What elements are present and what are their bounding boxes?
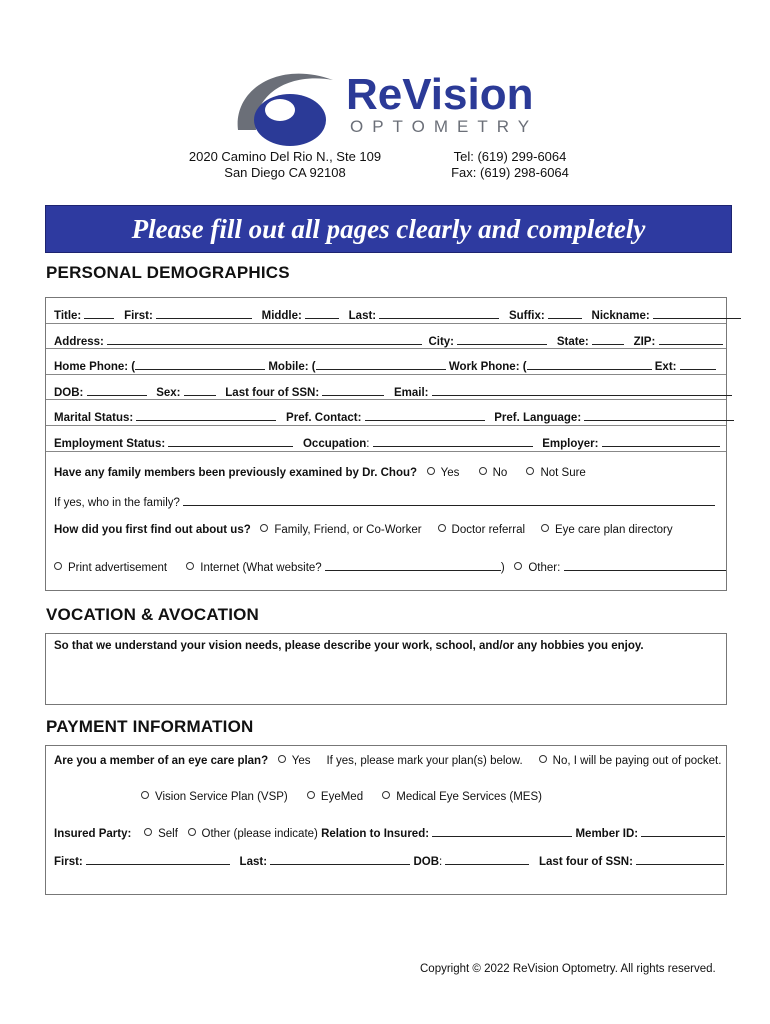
- insured-self-radio[interactable]: [144, 828, 152, 836]
- occupation-colon: :: [366, 438, 370, 450]
- pref-contact-field[interactable]: [365, 410, 485, 421]
- ext-field[interactable]: [680, 359, 716, 370]
- family-yes-label: Yes: [440, 467, 460, 479]
- referral-row-2: [54, 560, 726, 574]
- mes-label: Medical Eye Services (MES): [396, 791, 542, 803]
- vsp-label: Vision Service Plan (VSP): [155, 791, 288, 803]
- referral-internet-radio[interactable]: [186, 562, 194, 570]
- brand-subtitle: OPTOMETRY: [350, 117, 539, 136]
- ssn-field[interactable]: [322, 385, 384, 396]
- referral-family-radio[interactable]: [260, 524, 268, 532]
- referral-other-radio[interactable]: [514, 562, 522, 570]
- member-id-label: Member ID:: [575, 828, 639, 840]
- insured-other-radio[interactable]: [188, 828, 196, 836]
- plan-yes-label: Yes: [291, 755, 311, 767]
- address: [160, 149, 410, 181]
- family-who-field[interactable]: [183, 495, 715, 506]
- plan-yes-radio[interactable]: [278, 755, 286, 763]
- insured-last-field[interactable]: [270, 854, 410, 865]
- occupation-label: Occupation: [302, 438, 367, 450]
- nickname-field[interactable]: [653, 308, 741, 319]
- dob-row: [54, 385, 732, 399]
- work-phone-label: Work Phone: (: [448, 361, 527, 373]
- insured-dob-colon: :: [439, 856, 443, 868]
- referral-family-label: Family, Friend, or Co-Worker: [274, 524, 422, 536]
- title-field[interactable]: [84, 308, 114, 319]
- email-label: Email:: [394, 387, 429, 399]
- plan-member-row: [54, 755, 721, 767]
- insured-first-label: First:: [54, 856, 83, 868]
- insured-row: [54, 826, 725, 840]
- ssn-label: Last four of SSN:: [225, 387, 320, 399]
- zip-field[interactable]: [659, 334, 723, 345]
- employment-row: [54, 436, 720, 450]
- contact-phones: [420, 149, 600, 181]
- section-title-vocation: VOCATION & AVOCATION: [46, 605, 260, 624]
- referral-internet-label: Internet (What website?: [200, 562, 322, 574]
- insured-first-field[interactable]: [86, 854, 230, 865]
- plan-options-row: [141, 791, 542, 803]
- name-row: [54, 308, 741, 322]
- insured-dob-label: DOB: [413, 856, 439, 868]
- section-title-personal: PERSONAL DEMOGRAPHICS: [46, 263, 290, 282]
- sex-field[interactable]: [184, 385, 216, 396]
- email-field[interactable]: [432, 385, 732, 396]
- mes-radio[interactable]: [382, 791, 390, 799]
- relation-field[interactable]: [432, 826, 572, 837]
- referral-other-field[interactable]: [564, 560, 726, 571]
- family-no-radio[interactable]: [479, 467, 487, 475]
- insured-party-label: Insured Party:: [54, 828, 132, 840]
- vocation-box[interactable]: [45, 633, 727, 705]
- referral-print-label: Print advertisement: [68, 562, 168, 574]
- insured-self-label: Self: [158, 828, 178, 840]
- state-label: State:: [556, 336, 589, 348]
- tel: Tel: (619) 299-6064: [453, 149, 567, 164]
- referral-print-radio[interactable]: [54, 562, 62, 570]
- first-field[interactable]: [156, 308, 252, 319]
- suffix-field[interactable]: [548, 308, 582, 319]
- logo: [228, 60, 548, 150]
- eye-swoosh-icon: [228, 60, 343, 150]
- referral-directory-radio[interactable]: [541, 524, 549, 532]
- insured-ssn-field[interactable]: [636, 854, 724, 865]
- pref-language-label: Pref. Language:: [494, 412, 582, 424]
- plan-no-label: No, I will be paying out of pocket.: [552, 755, 722, 767]
- personal-box: [45, 297, 727, 591]
- brand-name: ReVision: [346, 70, 534, 119]
- marital-label: Marital Status:: [54, 412, 134, 424]
- zip-label: ZIP:: [633, 336, 656, 348]
- instruction-banner: [45, 205, 732, 253]
- address-label: Address:: [54, 336, 104, 348]
- last-label: Last:: [348, 310, 377, 322]
- mobile-label: Mobile: (: [268, 361, 316, 373]
- referral-doctor-label: Doctor referral: [451, 524, 526, 536]
- last-field[interactable]: [379, 308, 499, 319]
- insured-ssn-label: Last four of SSN:: [539, 856, 633, 868]
- dob-label: DOB:: [54, 387, 84, 399]
- internet-close-paren: ): [500, 562, 505, 574]
- marital-field[interactable]: [136, 410, 276, 421]
- address-line2: San Diego CA 92108: [224, 165, 346, 180]
- vocation-prompt: So that we understand your vision needs, please describe your work, school, and/or any hobbies you enjoy.: [54, 640, 644, 652]
- ext-label: Ext:: [654, 361, 677, 373]
- address-line1: 2020 Camino Del Rio N., Ste 109: [188, 149, 382, 164]
- relation-label: Relation to Insured:: [321, 828, 430, 840]
- payment-box: [45, 745, 727, 895]
- referral-directory-label: Eye care plan directory: [555, 524, 673, 536]
- middle-field[interactable]: [305, 308, 339, 319]
- employer-field[interactable]: [602, 436, 720, 447]
- insured-other-label: Other (please indicate): [201, 828, 318, 840]
- member-id-field[interactable]: [641, 826, 725, 837]
- family-who-label: If yes, who in the family?: [54, 497, 180, 509]
- eyemed-radio[interactable]: [307, 791, 315, 799]
- section-title-payment: PAYMENT INFORMATION: [46, 717, 254, 736]
- plan-member-question: Are you a member of an eye care plan?: [54, 755, 269, 767]
- plan-if-yes-note: If yes, please mark your plan(s) below.: [326, 755, 523, 767]
- family-question-row: [54, 467, 586, 479]
- referral-row: [54, 524, 673, 536]
- family-notsure-radio[interactable]: [526, 467, 534, 475]
- home-phone-field[interactable]: [135, 359, 265, 370]
- insured-dob-field[interactable]: [445, 854, 529, 865]
- occupation-field[interactable]: [373, 436, 533, 447]
- city-label: City:: [428, 336, 455, 348]
- home-phone-label: Home Phone: (: [54, 361, 136, 373]
- insured-last-label: Last:: [239, 856, 268, 868]
- work-phone-field[interactable]: [527, 359, 652, 370]
- eyemed-label: EyeMed: [320, 791, 364, 803]
- suffix-label: Suffix:: [508, 310, 545, 322]
- marital-row: [54, 410, 734, 424]
- city-field[interactable]: [457, 334, 547, 345]
- employment-field[interactable]: [168, 436, 293, 447]
- employment-label: Employment Status:: [54, 438, 166, 450]
- first-label: First:: [124, 310, 153, 322]
- referral-question: How did you first find out about us?: [54, 524, 251, 536]
- pref-language-field[interactable]: [584, 410, 734, 421]
- fax: Fax: (619) 298-6064: [451, 165, 569, 180]
- copyright: Copyright © 2022 ReVision Optometry. All rights reserved.: [420, 963, 716, 975]
- nickname-label: Nickname:: [591, 310, 650, 322]
- website-field[interactable]: [325, 560, 501, 571]
- banner-text: Please fill out all pages clearly and completely: [131, 213, 646, 244]
- family-question: Have any family members been previously examined by Dr. Chou?: [54, 467, 418, 479]
- title-label: Title:: [54, 310, 82, 322]
- address-row: [54, 334, 723, 348]
- family-no-label: No: [492, 467, 508, 479]
- mobile-field[interactable]: [316, 359, 446, 370]
- family-notsure-label: Not Sure: [540, 467, 586, 479]
- dob-field[interactable]: [87, 385, 147, 396]
- plan-no-radio[interactable]: [539, 755, 547, 763]
- address-field[interactable]: [107, 334, 422, 345]
- vsp-radio[interactable]: [141, 791, 149, 799]
- referral-doctor-radio[interactable]: [438, 524, 446, 532]
- family-who-row: [54, 495, 715, 509]
- family-yes-radio[interactable]: [427, 467, 435, 475]
- employer-label: Employer:: [542, 438, 599, 450]
- sex-label: Sex:: [156, 387, 181, 399]
- state-field[interactable]: [592, 334, 624, 345]
- referral-other-label: Other:: [528, 562, 561, 574]
- insured-name-row: [54, 854, 724, 868]
- pref-contact-label: Pref. Contact:: [286, 412, 362, 424]
- phone-row: [54, 359, 716, 373]
- middle-label: Middle:: [261, 310, 302, 322]
